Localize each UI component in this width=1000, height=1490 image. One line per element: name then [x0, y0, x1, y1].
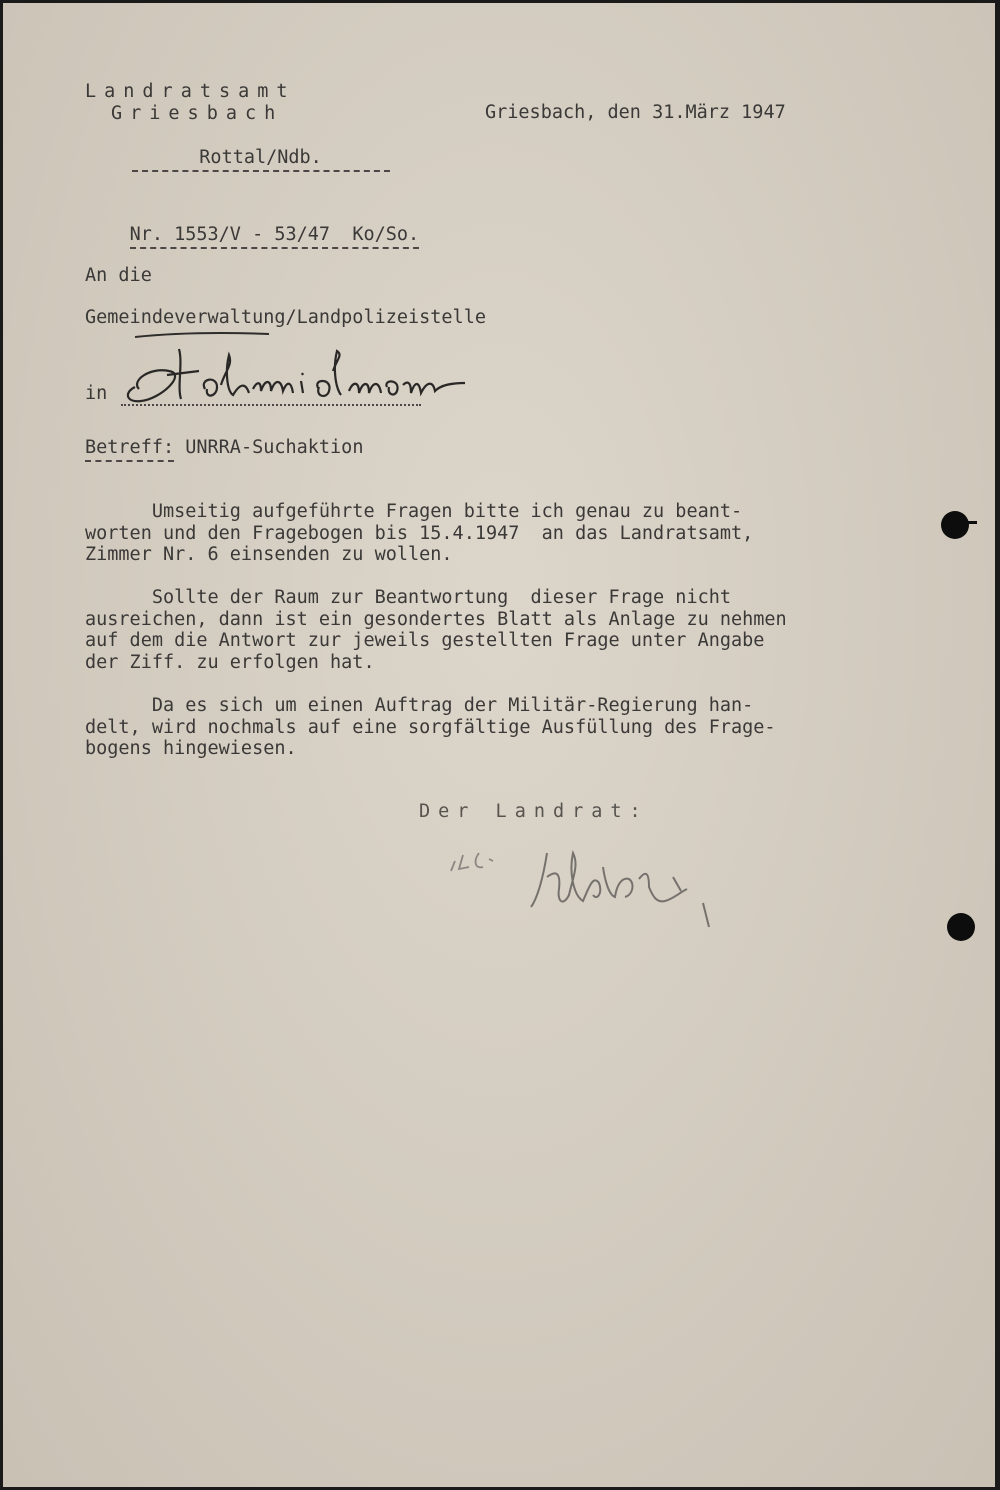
subject-label: Betreff: [85, 437, 174, 462]
office-strike-mark [133, 329, 273, 341]
closing-landrat: Der Landrat: [419, 801, 649, 822]
letterhead-line-1: Landratsamt [85, 81, 296, 102]
letterhead-line-2: Griesbach [111, 103, 284, 124]
letter-page [3, 3, 995, 1487]
date-line: Griesbach, den 31.März 1947 [485, 102, 786, 123]
signature-scribble [443, 831, 733, 941]
handwritten-place-name [121, 341, 481, 411]
subject-text: UNRRA-Suchaktion [185, 437, 364, 458]
reference-number-text: Nr. 1553/V - 53/47 Ko/So. [130, 224, 420, 249]
recipient-office: Gemeindeverwaltung/Landpolizeistelle [85, 307, 486, 328]
letterhead-line-3 [87, 125, 345, 194]
body-paragraph-1: Umseitig aufgeführte Fragen bitte ich genau zu beant- worten und den Fragebogen bis 15.4.1947 an das Landratsamt, Zimmer Nr. 6 einsenden zu wollen. [85, 501, 754, 566]
reference-number [85, 202, 419, 267]
in-prefix: in [85, 383, 108, 404]
punch-hole-upper [941, 511, 969, 539]
subject-line [85, 437, 363, 459]
punch-hole-lower [947, 913, 975, 941]
body-paragraph-2: Sollte der Raum zur Beantwortung dieser Frage nicht ausreichen, dann ist ein gesondertes Blatt als Anlage zu nehmen auf dem die Antwort zur jeweils gestellten Frage unter Angabe der Ziff. zu erfolgen hat. [85, 587, 787, 673]
salutation: An die [85, 265, 152, 286]
body-paragraph-3: Da es sich um einen Auftrag der Militär-Regierung han- delt, wird nochmals auf eine sorgfältige Ausfüllung des Frage- bogens hingewiesen. [85, 695, 776, 760]
punch-hole-tear [963, 521, 977, 524]
letterhead-line-3-text: Rottal/Ndb. [132, 147, 390, 173]
